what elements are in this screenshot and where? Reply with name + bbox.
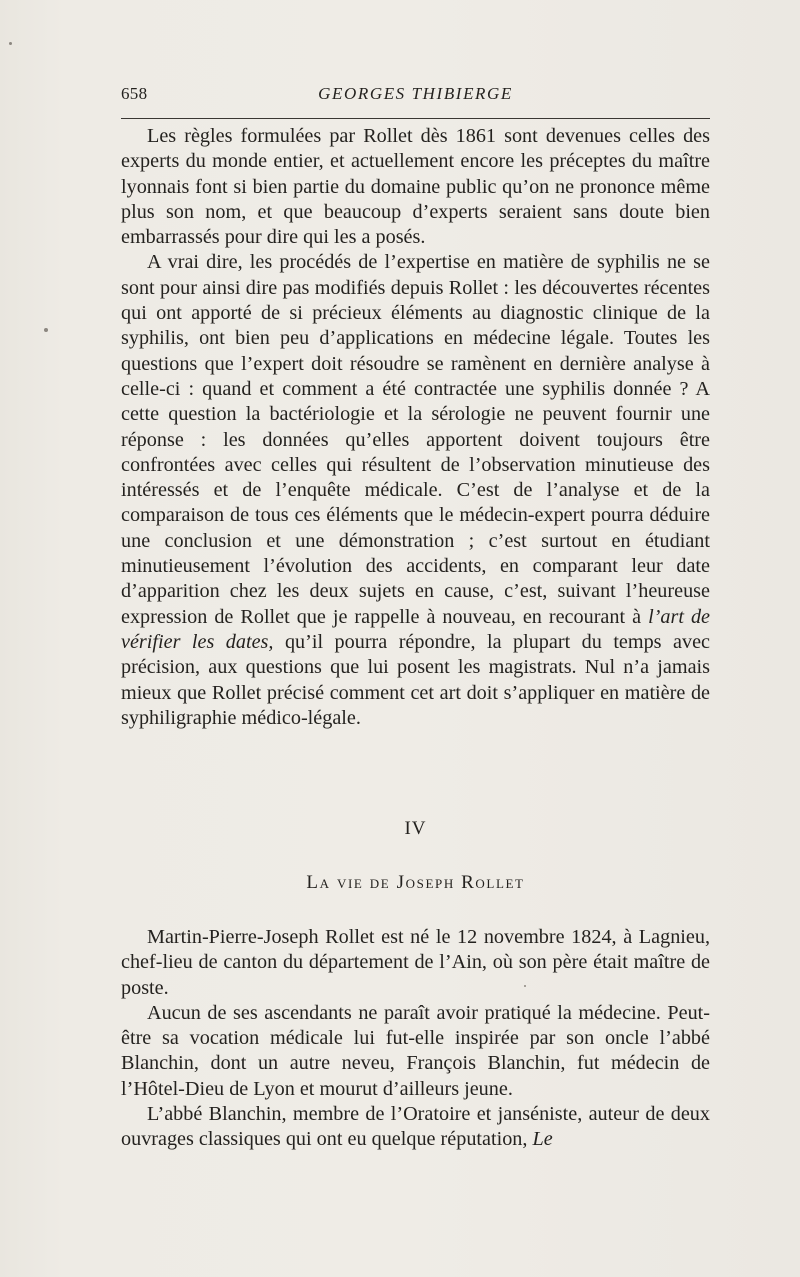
paper-speck bbox=[9, 42, 12, 45]
running-title: GEORGES THIBIERGE bbox=[318, 84, 513, 103]
paragraph-with-trailing-italic bbox=[121, 1102, 710, 1153]
paragraph: Aucun de ses ascendants ne paraît avoir pratiqué la médecine. Peut-être sa vocation médicale lui fut-elle inspirée par son oncle l’abbé Blanchin, dont un autre neveu, François Blanchin, fut médecin de l’Hôtel-Dieu de Lyon et mourut d’ailleurs jeune. bbox=[121, 1001, 710, 1100]
trailing-italic-text: Le bbox=[532, 1128, 553, 1151]
section-text bbox=[121, 925, 710, 1153]
page-header bbox=[121, 84, 710, 110]
paragraph-text: qu’il pourra répondre, la plupart du temps avec précision, aux questions que lui posent les magistrats. Nul n’a jamais mieux que Rollet précisé comment cet art doit s’appliquer en matière de syphiligraphie médico-légale. bbox=[121, 630, 710, 729]
emphasis-text: l’art de vérifier les dates, bbox=[121, 605, 711, 653]
paragraph: Les règles formulées par Rollet dès 1861 sont devenues celles des experts du monde entier, et actuellement encore les préceptes du maître lyonnais font si bien partie du domaine public qu’on ne prononce même plus son nom, et que beaucoup d’experts seraient sans doute bien embarrassés pour dire qui les a posés. bbox=[121, 125, 710, 249]
section-title: La vie de Joseph Rollet bbox=[306, 872, 525, 893]
paragraph: Martin-Pierre-Joseph Rollet est né le 12 novembre 1824, à Lagnieu, chef-lieu de canton du département de l’Ain, où son père était maître de poste. bbox=[121, 926, 710, 999]
paper-speck bbox=[44, 328, 48, 332]
paragraph-with-emphasis bbox=[121, 250, 710, 731]
page-number: 658 bbox=[121, 84, 148, 103]
section-number: IV bbox=[404, 818, 427, 839]
paragraph-text: A vrai dire, les procédés de l’expertise en matière de syphilis ne se sont pour ainsi dire pas modifiés depuis Rollet : les découvertes récentes qui ont apporté de si précieux éléments au diagnostic clinique de la syphilis, ont bien peu d’applications en médecine légale. Toutes les questions que l’expert doit résoudre se ramènent en dernière analyse à celle-ci : quand et comment a été contractée une syphilis donnée ? A cette question la bactériologie et la sérologie ne peuvent fournir une réponse : les données qu’elles apportent doivent toujours être confrontées avec celles qui résultent de l’observation minutieuse des intéressés et de l’enquête médicale. C’est de l’analyse et de la comparaison de tous ces éléments que le médecin-expert pourra déduire une conclusion et une démonstration ; c’est surtout en étudiant minutieusement l’évolution des accidents, en comparant leur date d’apparition chez les deux sujets en cause, c’est, suivant l’heureuse expression de Rollet que je rappelle à nouveau, en recourant à bbox=[121, 251, 710, 628]
header-rule bbox=[121, 118, 710, 119]
paragraph-text: L’abbé Blanchin, membre de l’Oratoire et janséniste, auteur de deux ouvrages classiques qui ont eu quelque réputation, bbox=[121, 1103, 710, 1151]
main-text bbox=[121, 124, 710, 731]
